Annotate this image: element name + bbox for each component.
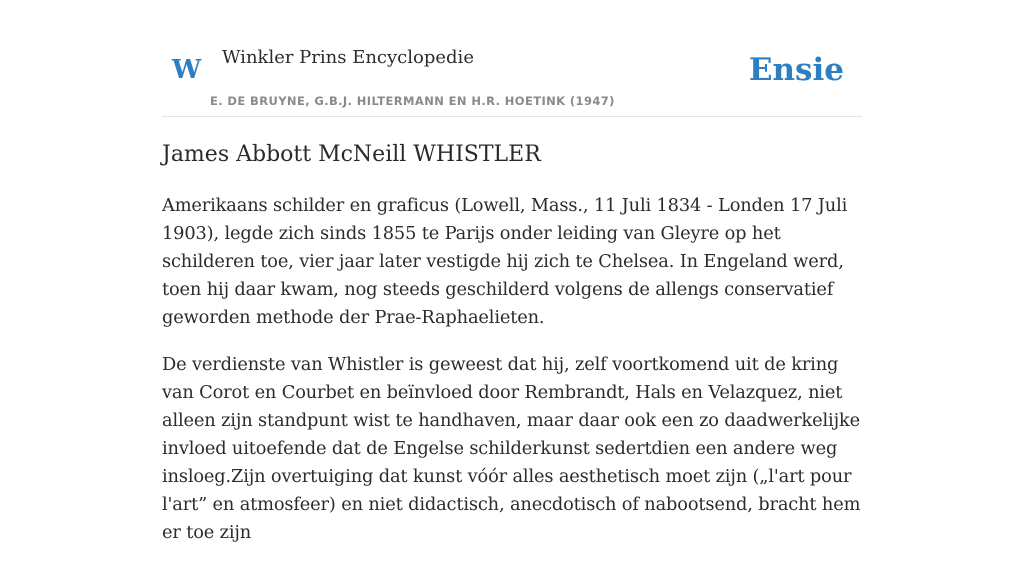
ensie-logo[interactable]: Ensie [748,52,844,88]
entry-body [162,192,867,566]
source-authors: E. DE BRUYNE, G.B.J. HILTERMANN EN H.R. HOETINK (1947) [210,94,615,108]
entry-title: James Abbott McNeill WHISTLER [162,142,541,167]
source-header [162,0,862,117]
page-container [162,0,862,543]
source-logo-icon[interactable]: W [172,55,202,85]
entry-paragraph: Amerikaans schilder en graficus (Lowell, Mass., 11 Juli 1834 - Londen 17 Juli 1903), legde zich sinds 1855 te Parijs onder leiding van Gleyre op het schilderen toe, vier jaar later vestigde hij zich te Chelsea. In Engeland werd, toen hij daar kwam, nog steeds geschilderd volgens de allengs conservatief geworden methode der Prae-Raphaelieten. [162,195,848,328]
entry-paragraph: De verdienste van Whistler is geweest dat hij, zelf voortkomend uit de kring van Corot en Courbet en beïnvloed door Rembrandt, Hals en Velazquez, niet alleen zijn standpunt wist te handhaven, maar daar ook een zo daadwerkelijke invloed uitoefende dat de Engelse schilderkunst sedertdien een andere weg insloeg.Zijn overtuiging dat kunst vóór alles aesthetisch moet zijn („l'art pour l'art” en atmosfeer) en niet didactisch, anecdotisch of nabootsend, bracht hem er toe zijn [162,354,861,543]
source-title-link[interactable]: Winkler Prins Encyclopedie [222,47,474,68]
